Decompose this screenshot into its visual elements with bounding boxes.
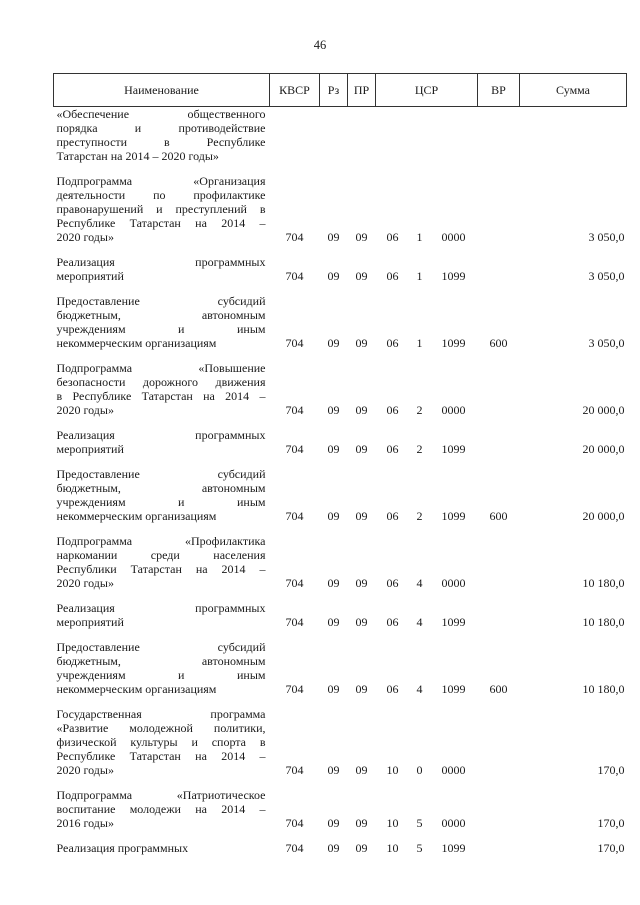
row-name-line: воспитание молодежи на 2014 –	[56, 802, 266, 816]
row-name-cell	[54, 841, 270, 855]
row-name-cell	[54, 107, 270, 164]
pr-cell: 09	[355, 576, 368, 590]
csr-direction-cell: 1099	[441, 509, 466, 523]
vr-cell	[478, 361, 520, 417]
row-name-line: мероприятий	[56, 615, 124, 629]
csr-direction-cell: 1099	[441, 615, 466, 629]
row-spacer	[54, 523, 627, 534]
vr-cell	[478, 107, 520, 164]
vr-cell: 600	[489, 682, 508, 696]
rz-cell	[320, 107, 348, 164]
csr-program-cell: 06	[386, 442, 399, 456]
csr-direction-cell: 0000	[441, 816, 466, 830]
csr-program-cell: 06	[386, 682, 399, 696]
sum-cell: 10 180,0	[582, 615, 625, 629]
row-name-line: Татарстан на 2014 – 2020 годы»	[56, 149, 219, 163]
rz-cell: 09	[327, 816, 340, 830]
table-row	[54, 467, 627, 523]
row-name-line: Республике Татарстан на 2014 –	[56, 216, 266, 230]
row-name-line: мероприятий	[56, 442, 124, 456]
row-spacer	[54, 590, 627, 601]
kvsr-cell: 704	[285, 763, 304, 777]
header-csr: ЦСР	[376, 74, 478, 107]
csr-direction-cell: 0000	[441, 403, 466, 417]
row-spacer	[54, 163, 627, 174]
csr-program-cell: 06	[386, 576, 399, 590]
row-spacer	[54, 244, 627, 255]
csr-subprogram-cell: 1	[416, 336, 423, 350]
csr-program-cell: 06	[386, 269, 399, 283]
header-pr: ПР	[348, 74, 376, 107]
csr-subprogram-cell: 2	[416, 509, 423, 523]
vr-cell	[478, 534, 520, 590]
row-name-line: бюджетным, автономным	[56, 481, 266, 495]
kvsr-cell: 704	[285, 269, 304, 283]
pr-cell: 09	[355, 841, 368, 855]
table-row	[54, 707, 627, 777]
row-spacer	[54, 777, 627, 788]
kvsr-cell: 704	[285, 841, 304, 855]
sum-cell: 170,0	[597, 763, 625, 777]
row-name-line: Реализация программных	[56, 428, 266, 442]
csr-program-cell: 06	[386, 403, 399, 417]
kvsr-cell: 704	[285, 442, 304, 456]
row-name-line: 2020 годы»	[56, 576, 114, 590]
kvsr-cell: 704	[285, 576, 304, 590]
table-row	[54, 601, 627, 629]
row-name-cell	[54, 428, 270, 456]
pr-cell: 09	[355, 442, 368, 456]
row-name-cell	[54, 294, 270, 350]
rz-cell: 09	[327, 509, 340, 523]
sum-cell: 20 000,0	[582, 509, 625, 523]
kvsr-cell: 704	[285, 682, 304, 696]
rz-cell: 09	[327, 403, 340, 417]
row-spacer-cell	[54, 696, 627, 707]
row-name-line: Подпрограмма «Патриотическое	[56, 788, 266, 802]
csr-subprogram-cell: 2	[416, 403, 423, 417]
csr-program-cell: 06	[386, 509, 399, 523]
row-name-line: наркомании среди населения	[56, 548, 266, 562]
csr-direction-cell: 0000	[441, 230, 466, 244]
row-name-line: порядка и противодействие	[56, 121, 266, 135]
pr-cell: 09	[355, 230, 368, 244]
sum-cell: 170,0	[597, 816, 625, 830]
sum-cell: 3 050,0	[588, 269, 625, 283]
csr-program-cell: 06	[386, 230, 399, 244]
vr-cell: 600	[489, 336, 508, 350]
row-name-cell	[54, 788, 270, 830]
row-name-line: Реализация программных	[56, 601, 266, 615]
row-name-line: учреждениям и иным	[56, 322, 266, 336]
table-body	[54, 107, 627, 867]
header-vr: ВР	[478, 74, 520, 107]
row-name-line: Предоставление субсидий	[56, 640, 266, 654]
rz-cell: 09	[327, 442, 340, 456]
pr-cell: 09	[355, 615, 368, 629]
header-kvsr: КВСР	[270, 74, 320, 107]
rz-cell: 09	[327, 269, 340, 283]
table-row	[54, 294, 627, 350]
row-spacer-cell	[54, 350, 627, 361]
sum-cell: 10 180,0	[582, 682, 625, 696]
row-name-cell	[54, 601, 270, 629]
table-row	[54, 788, 627, 830]
csr-subprogram-cell: 0	[416, 763, 423, 777]
row-name-cell	[54, 534, 270, 590]
csr-direction-cell: 0000	[441, 576, 466, 590]
row-spacer	[54, 350, 627, 361]
row-name-cell	[54, 640, 270, 696]
csr-subprogram-cell: 1	[416, 230, 423, 244]
row-name-line: Предоставление субсидий	[56, 294, 266, 308]
csr-program-cell: 06	[386, 336, 399, 350]
csr-program-cell: 10	[386, 763, 399, 777]
pr-cell: 09	[355, 336, 368, 350]
rz-cell: 09	[327, 841, 340, 855]
table-row	[54, 640, 627, 696]
row-name-line: бюджетным, автономным	[56, 308, 266, 322]
vr-cell	[478, 174, 520, 244]
row-name-line: Предоставление субсидий	[56, 467, 266, 481]
row-name-line: Республики Татарстан на 2014 –	[56, 562, 266, 576]
kvsr-cell: 704	[285, 336, 304, 350]
row-name-line: некоммерческим организациям	[56, 336, 217, 350]
csr-program-cell	[376, 107, 410, 164]
kvsr-cell: 704	[285, 509, 304, 523]
row-spacer	[54, 417, 627, 428]
table-row	[54, 174, 627, 244]
row-spacer-cell	[54, 417, 627, 428]
csr-direction-cell: 1099	[441, 841, 466, 855]
row-name-line: Государственная программа	[56, 707, 266, 721]
rz-cell: 09	[327, 230, 340, 244]
row-spacer-cell	[54, 590, 627, 601]
row-name-cell	[54, 467, 270, 523]
row-name-line: Подпрограмма «Профилактика	[56, 534, 266, 548]
table-row	[54, 255, 627, 283]
csr-subprogram-cell	[410, 107, 430, 164]
csr-direction-cell	[430, 107, 478, 164]
header-name: Наименование	[54, 74, 270, 107]
sum-cell: 10 180,0	[582, 576, 625, 590]
table-row	[54, 841, 627, 855]
vr-cell	[478, 428, 520, 456]
sum-cell: 3 050,0	[588, 230, 625, 244]
row-name-line: физической культуры и спорта в	[56, 735, 266, 749]
row-name-line: 2020 годы»	[56, 403, 114, 417]
sum-cell: 20 000,0	[582, 403, 625, 417]
row-name-line: Подпрограмма «Организация	[56, 174, 266, 188]
row-spacer-cell	[54, 777, 627, 788]
pr-cell: 09	[355, 403, 368, 417]
row-spacer-cell	[54, 244, 627, 255]
pr-cell: 09	[355, 816, 368, 830]
csr-direction-cell: 1099	[441, 269, 466, 283]
row-spacer	[54, 830, 627, 841]
header-sum: Сумма	[520, 74, 627, 107]
row-spacer	[54, 283, 627, 294]
rz-cell: 09	[327, 763, 340, 777]
row-spacer-cell	[54, 830, 627, 841]
row-spacer	[54, 456, 627, 467]
csr-subprogram-cell: 4	[416, 576, 423, 590]
row-name-line: Реализация программных	[56, 841, 189, 855]
pr-cell: 09	[355, 763, 368, 777]
csr-subprogram-cell: 1	[416, 269, 423, 283]
vr-cell	[478, 707, 520, 777]
csr-subprogram-cell: 4	[416, 615, 423, 629]
row-name-cell	[54, 255, 270, 283]
csr-direction-cell: 0000	[441, 763, 466, 777]
vr-cell	[478, 255, 520, 283]
csr-program-cell: 10	[386, 841, 399, 855]
row-name-line: правонарушений и преступлений в	[56, 202, 266, 216]
row-name-line: «Обеспечение общественного	[56, 107, 266, 121]
row-name-line: некоммерческим организациям	[56, 509, 217, 523]
row-name-line: преступности в Республике	[56, 135, 266, 149]
pr-cell: 09	[355, 269, 368, 283]
rz-cell: 09	[327, 615, 340, 629]
row-name-line: 2020 годы»	[56, 230, 114, 244]
budget-table	[53, 73, 627, 866]
csr-direction-cell: 1099	[441, 682, 466, 696]
kvsr-cell	[270, 107, 320, 164]
sum-cell	[520, 107, 627, 164]
vr-cell: 600	[489, 509, 508, 523]
pr-cell: 09	[355, 509, 368, 523]
rz-cell: 09	[327, 576, 340, 590]
page-number: 46	[313, 38, 327, 52]
row-spacer	[54, 855, 627, 866]
row-name-line: бюджетным, автономным	[56, 654, 266, 668]
sum-cell: 3 050,0	[588, 336, 625, 350]
row-name-line: учреждениям и иным	[56, 495, 266, 509]
table-row	[54, 428, 627, 456]
row-name-line: некоммерческим организациям	[56, 682, 217, 696]
rz-cell: 09	[327, 336, 340, 350]
kvsr-cell: 704	[285, 615, 304, 629]
row-spacer-cell	[54, 629, 627, 640]
table-row	[54, 534, 627, 590]
row-spacer-cell	[54, 855, 627, 866]
row-name-line: 2020 годы»	[56, 763, 114, 777]
table-row	[54, 107, 627, 164]
row-name-cell	[54, 174, 270, 244]
sum-cell: 170,0	[597, 841, 625, 855]
header-rz: Рз	[320, 74, 348, 107]
row-name-line: учреждениям и иным	[56, 668, 266, 682]
row-name-cell	[54, 707, 270, 777]
row-name-line: 2016 годы»	[56, 816, 114, 830]
row-name-cell	[54, 361, 270, 417]
csr-program-cell: 10	[386, 816, 399, 830]
row-spacer-cell	[54, 456, 627, 467]
csr-subprogram-cell: 5	[416, 816, 423, 830]
row-spacer-cell	[54, 523, 627, 534]
csr-subprogram-cell: 5	[416, 841, 423, 855]
kvsr-cell: 704	[285, 230, 304, 244]
csr-direction-cell: 1099	[441, 336, 466, 350]
row-name-line: безопасности дорожного движения	[56, 375, 266, 389]
kvsr-cell: 704	[285, 403, 304, 417]
vr-cell	[478, 841, 520, 855]
row-spacer	[54, 629, 627, 640]
row-name-line: мероприятий	[56, 269, 124, 283]
pr-cell	[348, 107, 376, 164]
csr-direction-cell: 1099	[441, 442, 466, 456]
row-name-line: в Республике Татарстан на 2014 –	[56, 389, 266, 403]
row-spacer-cell	[54, 283, 627, 294]
row-name-line: Реализация программных	[56, 255, 266, 269]
table-row	[54, 361, 627, 417]
table-header-row	[54, 74, 627, 107]
vr-cell	[478, 601, 520, 629]
row-spacer	[54, 696, 627, 707]
csr-subprogram-cell: 4	[416, 682, 423, 696]
row-name-line: Подпрограмма «Повышение	[56, 361, 266, 375]
csr-program-cell: 06	[386, 615, 399, 629]
row-name-line: «Развитие молодежной политики,	[56, 721, 266, 735]
sum-cell: 20 000,0	[582, 442, 625, 456]
row-name-line: Республике Татарстан на 2014 –	[56, 749, 266, 763]
kvsr-cell: 704	[285, 816, 304, 830]
vr-cell	[478, 788, 520, 830]
pr-cell: 09	[355, 682, 368, 696]
row-name-line: деятельности по профилактике	[56, 188, 266, 202]
csr-subprogram-cell: 2	[416, 442, 423, 456]
rz-cell: 09	[327, 682, 340, 696]
row-spacer-cell	[54, 163, 627, 174]
